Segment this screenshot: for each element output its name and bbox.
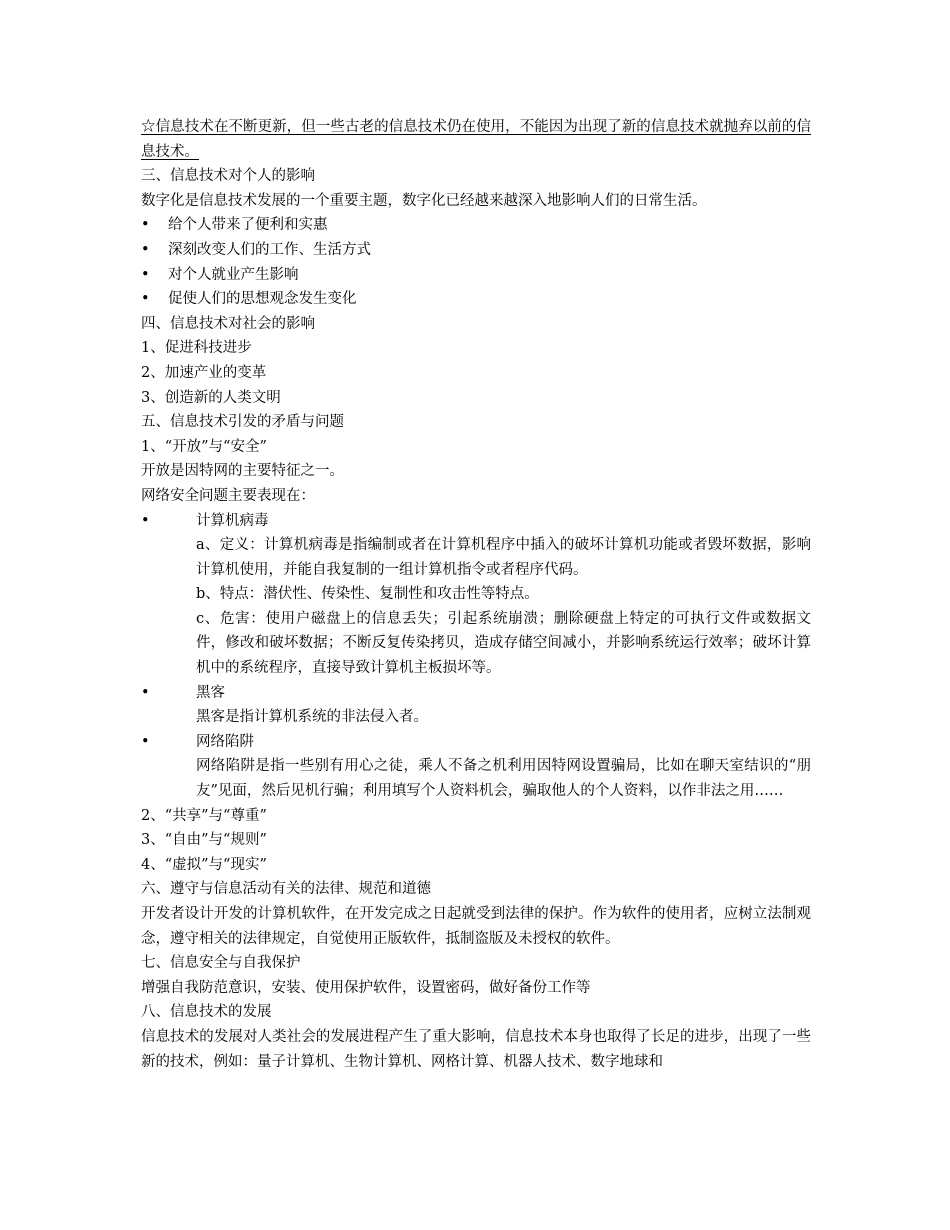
virus-harm: c、危害：使用户磁盘上的信息丢失；引起系统崩溃；删除硬盘上特定的可执行文件或数据文件，修改和破坏数据；不断反复传染拷贝，造成存储空间减小，并影响系统运行效率；破坏计算机中的系统程序，直接导致计算机主板损坏等。 [196, 610, 811, 677]
bullet-icon: • [141, 512, 150, 529]
trap-description: 网络陷阱是指一些别有用心之徒，乘人不备之机利用因特网设置骗局，比如在聊天室结识的“朋友”见面，然后见机行骗；利用填写个人资料机会，骗取他人的个人资料，以作非法之用…… [196, 758, 811, 800]
virus-title: 计算机病毒 [196, 512, 269, 529]
section-7-title: 七、信息安全与自我保护 [141, 955, 301, 972]
list-item [141, 263, 811, 288]
hacker-description: 黑客是指计算机系统的非法侵入者。 [196, 709, 428, 726]
list-item [141, 213, 811, 238]
section-5-sub-1: 1、“开放”与“安全” [141, 438, 267, 455]
section-6-title: 六、遵守与信息活动有关的法律、规范和道德 [141, 881, 431, 898]
list-item-virus [141, 509, 811, 534]
section-5-security-text: 网络安全问题主要表现在： [141, 487, 315, 504]
section-8-title: 八、信息技术的发展 [141, 1004, 272, 1021]
star-note: ☆信息技术在不断更新，但一些古老的信息技术仍在使用，不能因为出现了新的信息技术就抛弃以前的信息技术。 [141, 119, 811, 160]
section-5-sub-3: 3、“自由”与“规则” [141, 832, 267, 849]
virus-definition: a、定义：计算机病毒是指编制或者在计算机程序中插入的破坏计算机功能或者毁坏数据，影响计算机使用，并能自我复制的一组计算机指令或者程序代码。 [196, 537, 811, 578]
bullet-icon: • [141, 217, 150, 234]
list-item-trap [141, 730, 811, 755]
bullet-icon: • [141, 291, 150, 308]
list-item-text: 给个人带来了便利和实惠 [168, 217, 328, 234]
section-4-title: 四、信息技术对社会的影响 [141, 315, 315, 332]
section-3-intro: 数字化是信息技术发展的一个重要主题，数字化已经越来越深入地影响人们的日常生活。 [141, 192, 707, 209]
section-4-item: 3、创造新的人类文明 [141, 389, 281, 406]
virus-traits: b、特点：潜伏性、传染性、复制性和攻击性等特点。 [196, 586, 539, 603]
section-5-sub-2: 2、“共享”与“尊重” [141, 807, 267, 824]
list-item-text: 对个人就业产生影响 [168, 266, 299, 283]
section-5-title: 五、信息技术引发的矛盾与问题 [141, 414, 344, 431]
bullet-icon: • [141, 684, 150, 701]
section-4-item: 1、促进科技进步 [141, 340, 252, 357]
section-5-sub-4: 4、“虚拟”与“现实” [141, 856, 267, 873]
section-4-item: 2、加速产业的变革 [141, 364, 267, 381]
section-6-text: 开发者设计开发的计算机软件，在开发完成之日起就受到法律的保护。作为软件的使用者，应树立法制观念，遵守相关的法律规定，自觉使用正版软件，抵制盗版及未授权的软件。 [141, 906, 811, 947]
section-3-title: 三、信息技术对个人的影响 [141, 168, 315, 185]
document-page [141, 115, 811, 1074]
trap-title: 网络陷阱 [196, 733, 254, 750]
hacker-title: 黑客 [196, 684, 225, 701]
bullet-icon: • [141, 266, 150, 283]
bullet-icon: • [141, 241, 150, 258]
list-item-text: 促使人们的思想观念发生变化 [168, 291, 357, 308]
list-item [141, 238, 811, 263]
section-8-text: 信息技术的发展对人类社会的发展进程产生了重大影响，信息技术本身也取得了长足的进步，出现了一些新的技术，例如：量子计算机、生物计算机、网格计算、机器人技术、数字地球和 [141, 1028, 811, 1070]
list-item-hacker [141, 681, 811, 706]
section-5-open-text: 开放是因特网的主要特征之一。 [141, 463, 344, 480]
section-7-text: 增强自我防范意识，安装、使用保护软件，设置密码，做好备份工作等 [141, 979, 591, 996]
list-item [141, 287, 811, 312]
bullet-icon: • [141, 733, 150, 750]
list-item-text: 深刻改变人们的工作、生活方式 [168, 241, 371, 258]
